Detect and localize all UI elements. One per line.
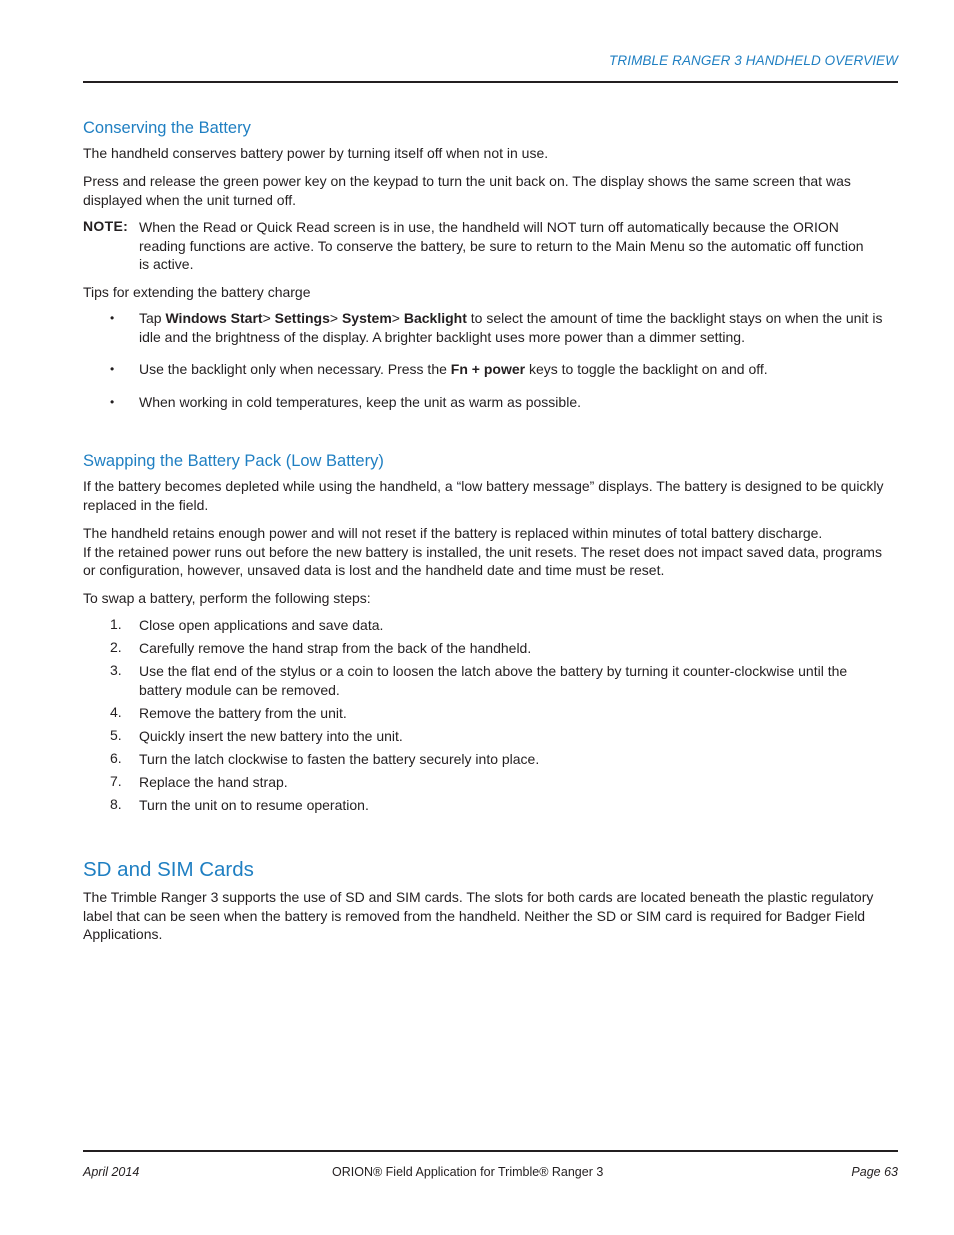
step-number: 7. (110, 773, 122, 789)
note-text: When the Read or Quick Read screen is in use, the handheld will NOT turn off automatically because the ORION reading functions are active. To conserve the battery, be sure to return to the Main Menu so the automatic off function is active. (139, 219, 864, 273)
step-number: 1. (110, 616, 122, 632)
header-rule (83, 81, 898, 83)
step-text: Carefully remove the hand strap from the back of the handheld. (139, 640, 532, 656)
step-text: Replace the hand strap. (139, 774, 288, 790)
tip-text: Tap (139, 310, 166, 326)
tip-item: When working in cold temperatures, keep the unit as warm as possible. (139, 394, 581, 410)
tip-text: Use the backlight only when necessary. Press the (139, 361, 451, 377)
paragraph (83, 524, 898, 580)
section-heading-swapping: Swapping the Battery Pack (Low Battery) (83, 452, 384, 470)
menu-path-item: Windows Start (165, 310, 263, 326)
step-text: Turn the unit on to resume operation. (139, 797, 369, 813)
paragraph: The Trimble Ranger 3 supports the use of SD and SIM cards. The slots for both cards are located beneath the plastic regulatory label that can be seen when the battery is removed from the handheld. Neither the SD or SIM card is required for Badger Field Applications. (83, 889, 874, 943)
section-heading-conserving: Conserving the Battery (83, 119, 251, 137)
bullet-marker: • (110, 311, 115, 325)
paragraph-line: If the retained power runs out before the new battery is installed, the unit resets. The reset does not impact saved data, programs or configuration, however, unsaved data is lost and the handheld date and time must be reset. (83, 543, 882, 579)
step-text: Close open applications and save data. (139, 617, 384, 633)
step-number: 4. (110, 704, 122, 720)
step-number: 5. (110, 727, 122, 743)
step-number: 6. (110, 750, 122, 766)
page-number: Page 63 (851, 1165, 898, 1179)
tips-intro: Tips for extending the battery charge (83, 284, 311, 300)
step-text: Turn the latch clockwise to fasten the battery securely into place. (139, 751, 540, 767)
bullet-marker: • (110, 362, 115, 376)
paragraph-line: The handheld retains enough power and will not reset if the battery is replaced within minutes of total battery discharge. (83, 525, 823, 541)
running-header: TRIMBLE RANGER 3 HANDHELD OVERVIEW (609, 53, 898, 68)
note-label: NOTE: (83, 218, 129, 234)
step-number: 3. (110, 662, 122, 678)
path-separator: > (262, 310, 275, 326)
paragraph: If the battery becomes depleted while using the handheld, a “low battery message” displays. The battery is designed to be quickly replaced in the field. (83, 478, 884, 513)
tip-text: to select the amount of time the backlight stays on when the unit is idle and the brightness of the display. A brighter backlight uses more power than a dimmer setting. (139, 310, 883, 345)
step-number: 8. (110, 796, 122, 812)
section-heading-sd-sim: SD and SIM Cards (83, 858, 254, 881)
menu-path-item: Settings (274, 310, 330, 326)
footer-date: April 2014 (83, 1165, 140, 1179)
step-text: Use the flat end of the stylus or a coin to loosen the latch above the battery by turning it counter-clockwise until the battery module can be removed. (139, 663, 848, 698)
paragraph: To swap a battery, perform the following steps: (83, 590, 371, 606)
menu-path-item: System (341, 310, 392, 326)
tip-item (139, 360, 889, 379)
tip-text: keys to toggle the backlight on and off. (525, 361, 768, 377)
path-separator: > (329, 310, 342, 326)
menu-path-item: Backlight (403, 310, 467, 326)
step-text: Remove the battery from the unit. (139, 705, 347, 721)
path-separator: > (391, 310, 404, 326)
footer-rule (83, 1150, 898, 1152)
paragraph: The handheld conserves battery power by turning itself off when not in use. (83, 145, 549, 161)
bullet-marker: • (110, 395, 115, 409)
key-combo: Fn + power (450, 361, 526, 377)
tip-item (139, 309, 889, 346)
footer-doc-title: ORION® Field Application for Trimble® Ranger 3 (332, 1165, 604, 1179)
step-text: Quickly insert the new battery into the unit. (139, 728, 403, 744)
step-number: 2. (110, 639, 122, 655)
paragraph: Press and release the green power key on the keypad to turn the unit back on. The display shows the same screen that was displayed when the unit turned off. (83, 173, 851, 208)
